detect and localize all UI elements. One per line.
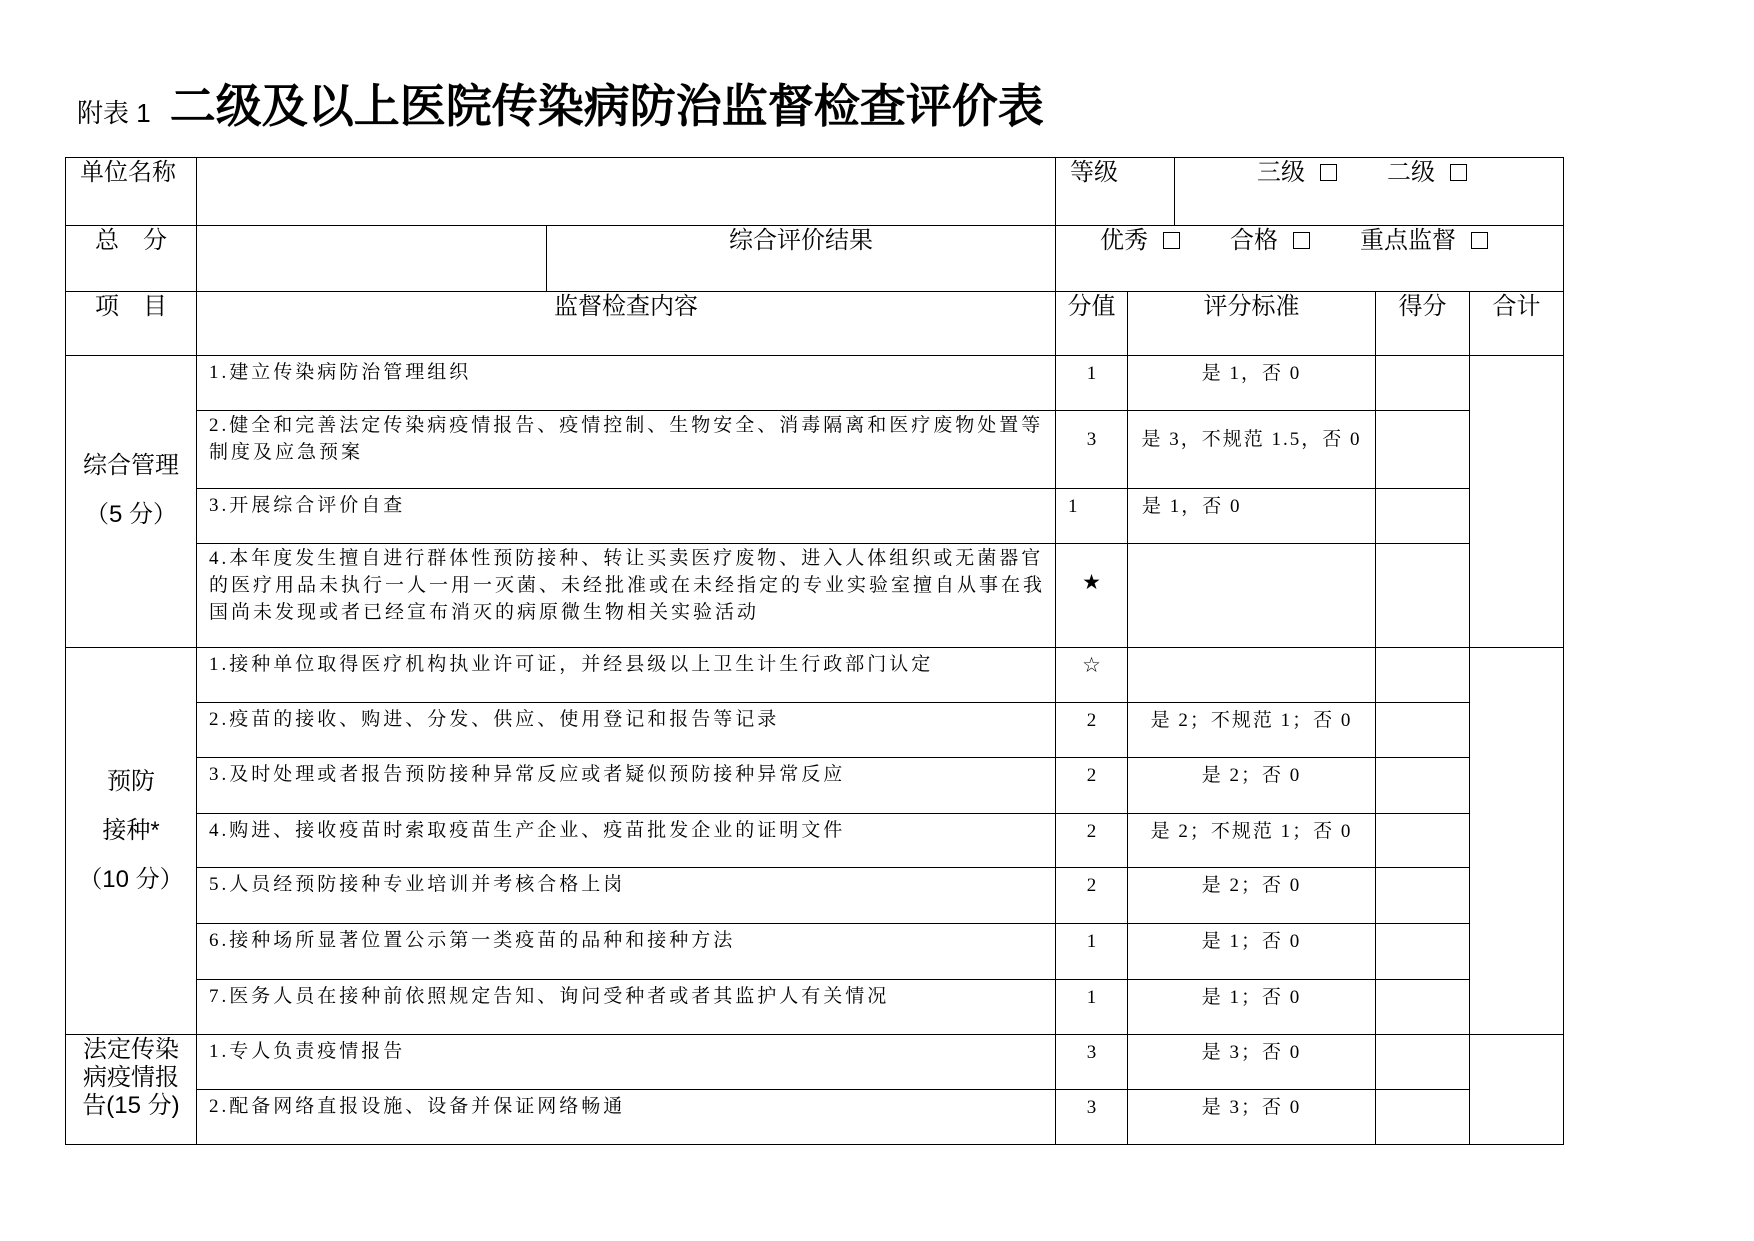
- table-row: [66, 356, 1564, 411]
- criteria-cell: [1128, 544, 1376, 648]
- evaluation-option-label: 重点监督: [1360, 227, 1456, 254]
- unit-info-row: [66, 158, 1564, 226]
- criteria-cell: 是 2；否 0: [1128, 868, 1376, 924]
- criteria-cell: 是 2；否 0: [1128, 758, 1376, 814]
- evaluation-result-label: 综合评价结果: [547, 226, 1056, 292]
- column-header-criteria: 评分标准: [1128, 292, 1376, 356]
- inspection-item: 1.建立传染病防治管理组织: [197, 356, 1056, 411]
- checkbox[interactable]: [1450, 164, 1467, 181]
- table-row: [66, 411, 1564, 489]
- score-cell[interactable]: [1376, 544, 1470, 648]
- points-cell: 1: [1056, 924, 1128, 980]
- inspection-item: 1.接种单位取得医疗机构执业许可证，并经县级以上卫生计生行政部门认定: [197, 648, 1056, 703]
- section-label-line: 接种*: [102, 817, 160, 844]
- points-cell: 3: [1056, 411, 1128, 489]
- points-cell: 1: [1056, 980, 1128, 1035]
- inspection-item: 2.健全和完善法定传染病疫情报告、疫情控制、生物安全、消毒隔离和医疗废物处置等制度及应急预案: [197, 411, 1056, 489]
- checkbox[interactable]: [1320, 164, 1337, 181]
- score-cell[interactable]: [1376, 703, 1470, 758]
- inspection-item: 6.接种场所显著位置公示第一类疫苗的品种和接种方法: [197, 924, 1056, 980]
- points-cell: 2: [1056, 814, 1128, 868]
- evaluation-option-excellent: [1100, 226, 1180, 256]
- total-score-label: 总 分: [66, 226, 197, 292]
- inspection-item: 4.本年度发生擅自进行群体性预防接种、转让买卖医疗废物、进入人体组织或无菌器官的医疗用品未执行一人一用一灭菌、未经批准或在未经指定的专业实验室擅自从事在我国尚未发现或者已经宣布消灭的病原微生物相关实验活动: [197, 544, 1056, 648]
- unit-name-label: 单位名称: [66, 158, 197, 226]
- evaluation-option-key-supervision: [1360, 226, 1488, 256]
- checkbox[interactable]: [1471, 232, 1488, 249]
- criteria-cell: 是 3；否 0: [1128, 1090, 1376, 1145]
- score-cell[interactable]: [1376, 489, 1470, 544]
- summary-row: [66, 226, 1564, 292]
- table-row: [66, 648, 1564, 703]
- inspection-item: 2.疫苗的接收、购进、分发、供应、使用登记和报告等记录: [197, 703, 1056, 758]
- section-label-line: 告(15 分): [82, 1092, 180, 1119]
- total-score-field[interactable]: [197, 226, 547, 292]
- points-cell: 3: [1056, 1090, 1128, 1145]
- criteria-cell: 是 1，否 0: [1128, 356, 1376, 411]
- table-row: [66, 924, 1564, 980]
- criteria-cell: 是 3，不规范 1.5，否 0: [1128, 411, 1376, 489]
- criteria-cell: 是 1；否 0: [1128, 980, 1376, 1035]
- table-row: [66, 544, 1564, 648]
- section-label-line: 法定传染: [83, 1036, 179, 1063]
- score-cell[interactable]: [1376, 648, 1470, 703]
- criteria-cell: 是 2；不规范 1；否 0: [1128, 703, 1376, 758]
- table-row: [66, 703, 1564, 758]
- inspection-item: 4.购进、接收疫苗时索取疫苗生产企业、疫苗批发企业的证明文件: [197, 814, 1056, 868]
- section-label-line: 综合管理: [83, 452, 179, 479]
- inspection-item: 1.专人负责疫情报告: [197, 1035, 1056, 1090]
- criteria-cell: 是 3；否 0: [1128, 1035, 1376, 1090]
- table-row: [66, 868, 1564, 924]
- inspection-item: 3.开展综合评价自查: [197, 489, 1056, 544]
- score-cell[interactable]: [1376, 868, 1470, 924]
- column-header-content: 监督检查内容: [197, 292, 1056, 356]
- evaluation-option-qualified: [1230, 226, 1310, 256]
- unit-name-field[interactable]: [197, 158, 1056, 226]
- veto-star-icon: ★: [1056, 544, 1128, 648]
- grade-options: [1175, 158, 1564, 226]
- score-cell[interactable]: [1376, 1090, 1470, 1145]
- column-header-row: [66, 292, 1564, 356]
- points-cell: 1: [1056, 489, 1128, 544]
- score-cell[interactable]: [1376, 411, 1470, 489]
- page-title: 二级及以上医院传染病防治监督检查评价表: [169, 80, 1044, 132]
- column-header-score: 得分: [1376, 292, 1470, 356]
- score-cell[interactable]: [1376, 758, 1470, 814]
- evaluation-options: [1056, 226, 1564, 292]
- document-title-bar: [77, 80, 1044, 132]
- points-cell: 1: [1056, 356, 1128, 411]
- table-row: [66, 1035, 1564, 1090]
- table-row: [66, 814, 1564, 868]
- section-label-general-management: [66, 356, 197, 648]
- checkbox[interactable]: [1163, 232, 1180, 249]
- points-cell: 2: [1056, 868, 1128, 924]
- table-row: [66, 758, 1564, 814]
- subtotal-cell[interactable]: [1470, 356, 1564, 648]
- evaluation-table: [65, 157, 1564, 1145]
- evaluation-option-label: 优秀: [1100, 227, 1148, 254]
- inspection-item: 5.人员经预防接种专业培训并考核合格上岗: [197, 868, 1056, 924]
- evaluation-option-label: 合格: [1230, 227, 1278, 254]
- inspection-item: 3.及时处理或者报告预防接种异常反应或者疑似预防接种异常反应: [197, 758, 1056, 814]
- grade-option-label: 三级: [1257, 159, 1305, 186]
- table-row: [66, 489, 1564, 544]
- section-label-line: 病疫情报: [83, 1064, 179, 1091]
- score-cell[interactable]: [1376, 1035, 1470, 1090]
- checkbox[interactable]: [1293, 232, 1310, 249]
- score-cell[interactable]: [1376, 980, 1470, 1035]
- column-header-item: 项 目: [66, 292, 197, 356]
- points-cell: 2: [1056, 758, 1128, 814]
- section-label-line: 预防: [107, 768, 155, 795]
- subtotal-cell[interactable]: [1470, 648, 1564, 1035]
- subtotal-cell[interactable]: [1470, 1035, 1564, 1145]
- score-cell[interactable]: [1376, 814, 1470, 868]
- column-header-subtotal: 合计: [1470, 292, 1564, 356]
- section-label-line: （10 分）: [78, 866, 184, 893]
- table-row: [66, 1090, 1564, 1145]
- criteria-cell: 是 1；否 0: [1128, 924, 1376, 980]
- points-cell: 2: [1056, 703, 1128, 758]
- inspection-item: 2.配备网络直报设施、设备并保证网络畅通: [197, 1090, 1056, 1145]
- section-label-epidemic-reporting: [66, 1035, 197, 1145]
- table-row: [66, 980, 1564, 1035]
- score-cell[interactable]: [1376, 924, 1470, 980]
- section-label-line: （5 分）: [84, 501, 177, 528]
- grade-option-label: 二级: [1387, 159, 1435, 186]
- appendix-label: 附表 1: [77, 98, 151, 128]
- points-cell: 3: [1056, 1035, 1128, 1090]
- score-cell[interactable]: [1376, 356, 1470, 411]
- inspection-item: 7.医务人员在接种前依照规定告知、询问受种者或者其监护人有关情况: [197, 980, 1056, 1035]
- hollow-star-icon: ☆: [1056, 648, 1128, 703]
- grade-option-level3: [1257, 158, 1337, 188]
- column-header-points: 分值: [1056, 292, 1128, 356]
- criteria-cell: [1128, 648, 1376, 703]
- grade-label: 等级: [1056, 158, 1175, 226]
- criteria-cell: 是 1，否 0: [1128, 489, 1376, 544]
- criteria-cell: 是 2；不规范 1；否 0: [1128, 814, 1376, 868]
- grade-option-level2: [1387, 158, 1467, 188]
- section-label-vaccination: [66, 648, 197, 1035]
